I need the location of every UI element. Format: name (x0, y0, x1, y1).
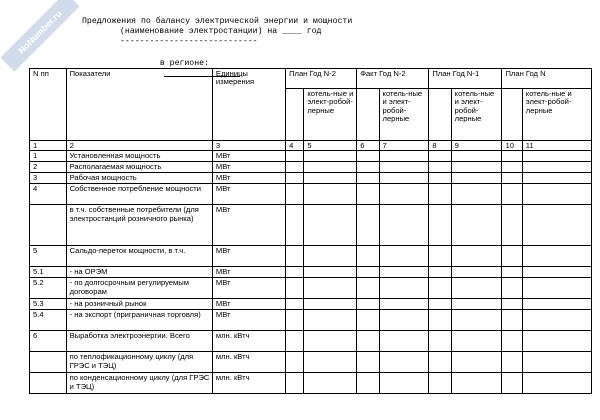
row-unit: МВт (212, 267, 285, 278)
value-cell (304, 373, 357, 394)
value-cell (304, 352, 357, 373)
value-cell (379, 299, 429, 310)
value-cell (286, 267, 304, 278)
value-cell (429, 173, 451, 184)
sub-boilers: котель-ные и элект-робой-лерные (379, 89, 429, 141)
value-cell (357, 310, 379, 331)
row-num: 2 (30, 162, 67, 173)
value-cell (379, 151, 429, 162)
value-cell (429, 162, 451, 173)
row-unit: МВт (212, 310, 285, 331)
value-cell (357, 278, 379, 299)
value-cell (502, 331, 522, 352)
row-unit: МВт (212, 246, 285, 267)
value-cell (429, 310, 451, 331)
row-indicator: по теплофикационному циклу (для ГРЭС и ТЭЦ) (66, 352, 212, 373)
col-number: 11 (522, 141, 591, 151)
value-cell (502, 373, 522, 394)
header-num: N пп (30, 69, 67, 141)
value-cell (429, 278, 451, 299)
col-number: 1 (30, 141, 67, 151)
value-cell (286, 331, 304, 352)
value-cell (502, 278, 522, 299)
table-row (30, 310, 592, 331)
value-cell (357, 352, 379, 373)
col-number: 6 (357, 141, 379, 151)
value-cell (304, 310, 357, 331)
row-indicator: - на ОРЭМ (66, 267, 212, 278)
value-cell (357, 331, 379, 352)
title-underline: ---------------------------- (120, 37, 258, 46)
row-unit: МВт (212, 184, 285, 205)
value-cell (357, 299, 379, 310)
sub-blank (357, 89, 379, 141)
value-cell (379, 205, 429, 246)
value-cell (429, 352, 451, 373)
value-cell (522, 331, 591, 352)
value-cell (357, 151, 379, 162)
row-num (30, 352, 67, 373)
value-cell (304, 278, 357, 299)
table-row (30, 184, 592, 205)
col-number: 7 (379, 141, 429, 151)
value-cell (379, 352, 429, 373)
value-cell (502, 151, 522, 162)
value-cell (379, 246, 429, 267)
value-cell (522, 162, 591, 173)
value-cell (522, 267, 591, 278)
value-cell (357, 267, 379, 278)
value-cell (286, 278, 304, 299)
value-cell (451, 246, 502, 267)
value-cell (304, 173, 357, 184)
row-indicator: Собственное потребление мощности (66, 184, 212, 205)
col-number: 4 (286, 141, 304, 151)
value-cell (304, 331, 357, 352)
value-cell (357, 173, 379, 184)
sub-boilers: котель-ные и элект-робой-лерные (304, 89, 357, 141)
value-cell (379, 373, 429, 394)
value-cell (286, 205, 304, 246)
table-row (30, 205, 592, 246)
balance-table (29, 68, 592, 394)
value-cell (502, 184, 522, 205)
row-num: 5.4 (30, 310, 67, 331)
table-row (30, 299, 592, 310)
value-cell (286, 373, 304, 394)
value-cell (429, 205, 451, 246)
value-cell (286, 299, 304, 310)
row-num: 5 (30, 246, 67, 267)
value-cell (502, 205, 522, 246)
row-indicator: - по долгосрочным регулируемым договорам (66, 278, 212, 299)
header-plan-n2: План Год N-2 (286, 69, 357, 89)
row-num: 6 (30, 331, 67, 352)
table-row (30, 331, 592, 352)
col-number: 9 (451, 141, 502, 151)
row-num: 4 (30, 184, 67, 205)
col-number: 10 (502, 141, 522, 151)
value-cell (379, 267, 429, 278)
value-cell (357, 205, 379, 246)
column-number-row (30, 141, 592, 151)
value-cell (522, 173, 591, 184)
value-cell (451, 278, 502, 299)
sub-blank (502, 89, 522, 141)
col-number: 2 (66, 141, 212, 151)
header-plan-n1: План Год N-1 (429, 69, 502, 89)
row-num (30, 205, 67, 246)
table-row (30, 373, 592, 394)
value-cell (522, 184, 591, 205)
value-cell (522, 278, 591, 299)
row-indicator: в т.ч. собственные потребители (для электростанций розничного рынка) (66, 205, 212, 246)
row-unit: МВт (212, 151, 285, 162)
value-cell (286, 173, 304, 184)
value-cell (451, 162, 502, 173)
value-cell (429, 246, 451, 267)
row-unit: млн. кВтч (212, 373, 285, 394)
value-cell (379, 310, 429, 331)
value-cell (429, 151, 451, 162)
value-cell (451, 331, 502, 352)
value-cell (286, 310, 304, 331)
value-cell (286, 151, 304, 162)
value-cell (502, 173, 522, 184)
value-cell (379, 331, 429, 352)
row-indicator: Сальдо-переток мощности, в т.ч. (66, 246, 212, 267)
region-label-text: в регионе: (159, 59, 209, 68)
col-number: 3 (212, 141, 285, 151)
row-num: 5.1 (30, 267, 67, 278)
row-indicator: Располагаемая мощность (66, 162, 212, 173)
value-cell (357, 373, 379, 394)
row-indicator: по конденсационному циклу (для ГРЭС и ТЭЦ) (66, 373, 212, 394)
value-cell (451, 184, 502, 205)
row-unit: МВт (212, 205, 285, 246)
value-cell (522, 310, 591, 331)
sub-blank (429, 89, 451, 141)
value-cell (522, 205, 591, 246)
sub-boilers: котель-ные и элект-робой-лерные (451, 89, 502, 141)
value-cell (429, 267, 451, 278)
value-cell (451, 173, 502, 184)
value-cell (286, 162, 304, 173)
value-cell (304, 299, 357, 310)
table-row (30, 246, 592, 267)
table-row (30, 173, 592, 184)
value-cell (357, 162, 379, 173)
value-cell (379, 278, 429, 299)
row-unit: МВт (212, 173, 285, 184)
header-units: Единицы измерения (212, 69, 285, 141)
value-cell (357, 246, 379, 267)
value-cell (379, 162, 429, 173)
header-plan-n: План Год N (502, 69, 592, 89)
value-cell (379, 184, 429, 205)
header-indicator: Показатели (66, 69, 212, 141)
value-cell (522, 299, 591, 310)
table-row (30, 352, 592, 373)
value-cell (451, 205, 502, 246)
row-indicator: Рабочая мощность (66, 173, 212, 184)
row-num: 3 (30, 173, 67, 184)
row-unit: млн. кВтч (212, 331, 285, 352)
row-unit: МВт (212, 278, 285, 299)
value-cell (304, 162, 357, 173)
value-cell (429, 373, 451, 394)
col-number: 8 (429, 141, 451, 151)
value-cell (429, 299, 451, 310)
value-cell (522, 151, 591, 162)
value-cell (304, 151, 357, 162)
row-unit: МВт (212, 162, 285, 173)
value-cell (522, 352, 591, 373)
row-indicator: Установленная мощность (66, 151, 212, 162)
value-cell (304, 205, 357, 246)
title-line-2: (наименование электростанции) на ____ год (120, 27, 322, 36)
row-indicator: - на экспорт (приграничная торговля) (66, 310, 212, 331)
col-number: 5 (304, 141, 357, 151)
table-row (30, 278, 592, 299)
row-num: 1 (30, 151, 67, 162)
value-cell (304, 267, 357, 278)
row-indicator: Выработка электроэнергии. Всего (66, 331, 212, 352)
value-cell (502, 267, 522, 278)
value-cell (502, 246, 522, 267)
title-line-1: Предложения по балансу электрической энергии и мощности (82, 17, 353, 26)
value-cell (502, 162, 522, 173)
row-unit: млн. кВтч (212, 352, 285, 373)
value-cell (451, 352, 502, 373)
value-cell (286, 352, 304, 373)
value-cell (286, 246, 304, 267)
value-cell (304, 246, 357, 267)
sub-boilers: котель-ные и элект-робой-лерные (522, 89, 591, 141)
value-cell (502, 299, 522, 310)
sub-blank (286, 89, 304, 141)
value-cell (429, 184, 451, 205)
value-cell (429, 331, 451, 352)
row-num: 5.3 (30, 299, 67, 310)
value-cell (286, 184, 304, 205)
value-cell (522, 246, 591, 267)
row-num: 5.2 (30, 278, 67, 299)
table-row (30, 162, 592, 173)
row-num (30, 373, 67, 394)
value-cell (451, 310, 502, 331)
row-indicator: - на розничный рынок (66, 299, 212, 310)
value-cell (379, 173, 429, 184)
table-row (30, 151, 592, 162)
header-fact-n2: Факт Год N-2 (357, 69, 429, 89)
value-cell (522, 373, 591, 394)
value-cell (304, 184, 357, 205)
watermark: NoNumber.ru (0, 0, 79, 72)
table-row (30, 267, 592, 278)
row-unit: МВт (212, 299, 285, 310)
value-cell (451, 267, 502, 278)
value-cell (451, 151, 502, 162)
value-cell (502, 310, 522, 331)
value-cell (357, 184, 379, 205)
value-cell (451, 373, 502, 394)
value-cell (451, 299, 502, 310)
value-cell (502, 352, 522, 373)
